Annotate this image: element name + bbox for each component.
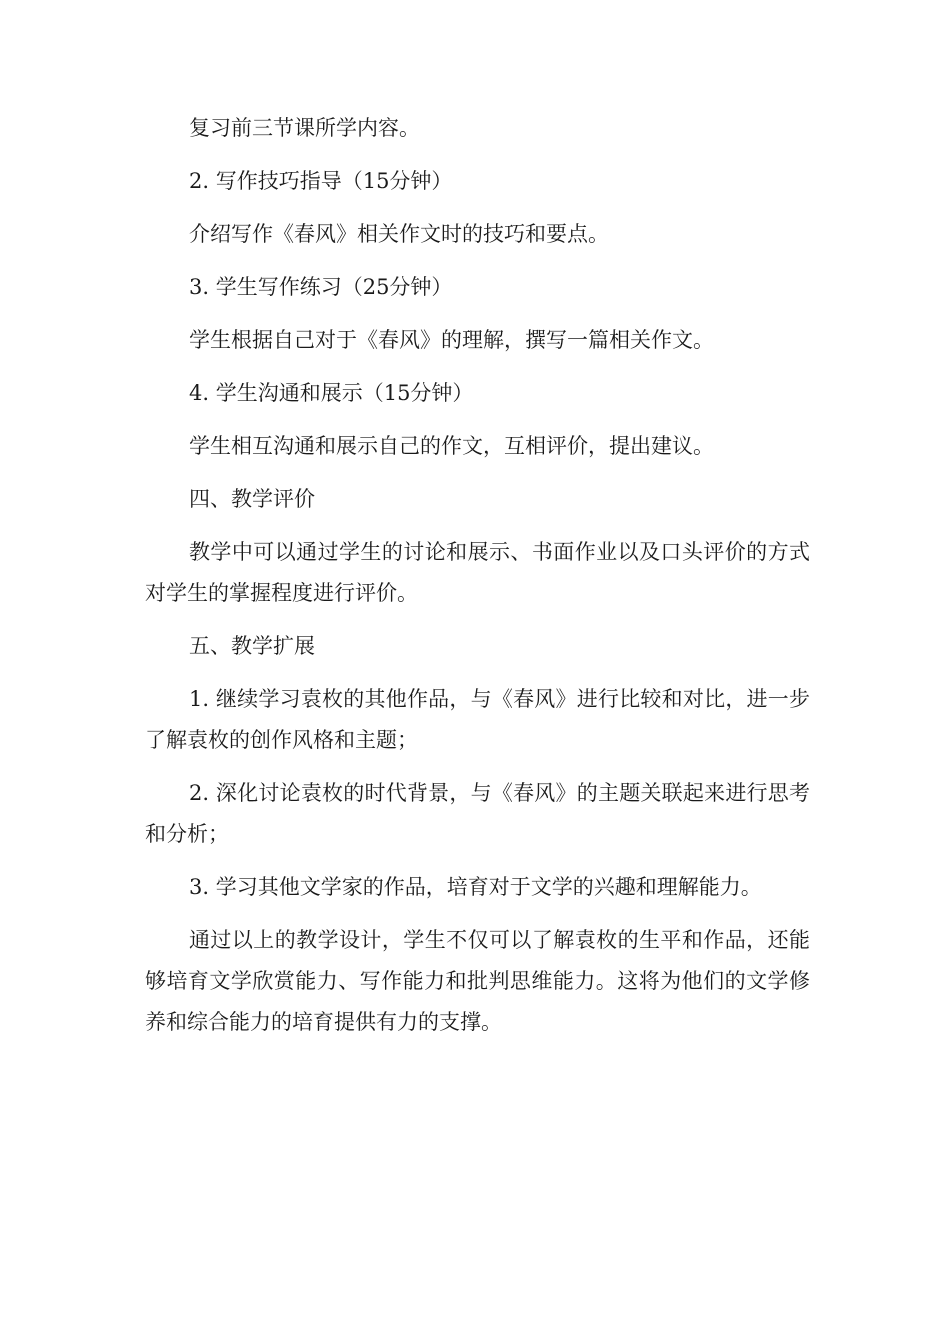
paragraph-extension-2: 2. 深化讨论袁枚的时代背景，与《春风》的主题关联起来进行思考和分析； (145, 781, 810, 846)
paragraph-evaluation: 教学中可以通过学生的讨论和展示、书面作业以及口头评价的方式对学生的掌握程度进行评价。 (145, 540, 810, 605)
paragraph-step-3-heading: 3. 学生写作练习（25分钟） (189, 275, 453, 299)
paragraph-step-4-detail: 学生相互沟通和展示自己的作文，互相评价，提出建议。 (189, 434, 714, 458)
paragraph-step-4-heading: 4. 学生沟通和展示（15分钟） (189, 381, 474, 405)
paragraph-review: 复习前三节课所学内容。 (189, 116, 420, 140)
paragraph-step-3-detail: 学生根据自己对于《春风》的理解，撰写一篇相关作文。 (189, 328, 714, 352)
paragraph-extension-1: 1. 继续学习袁枚的其他作品，与《春风》进行比较和对比，进一步了解袁枚的创作风格和主题； (145, 687, 810, 752)
paragraph-step-2-heading: 2. 写作技巧指导（15分钟） (189, 169, 453, 193)
section-heading-evaluation: 四、教学评价 (189, 487, 315, 511)
section-heading-extension: 五、教学扩展 (189, 634, 315, 658)
paragraph-conclusion: 通过以上的教学设计，学生不仅可以了解袁枚的生平和作品，还能够培育文学欣赏能力、写作能力和批判思维能力。这将为他们的文学修养和综合能力的培育提供有力的支撑。 (145, 928, 810, 1034)
paragraph-extension-3: 3. 学习其他文学家的作品，培育对于文学的兴趣和理解能力。 (189, 875, 762, 899)
document-body (145, 108, 810, 1055)
paragraph-step-2-detail: 介绍写作《春风》相关作文时的技巧和要点。 (189, 222, 609, 246)
